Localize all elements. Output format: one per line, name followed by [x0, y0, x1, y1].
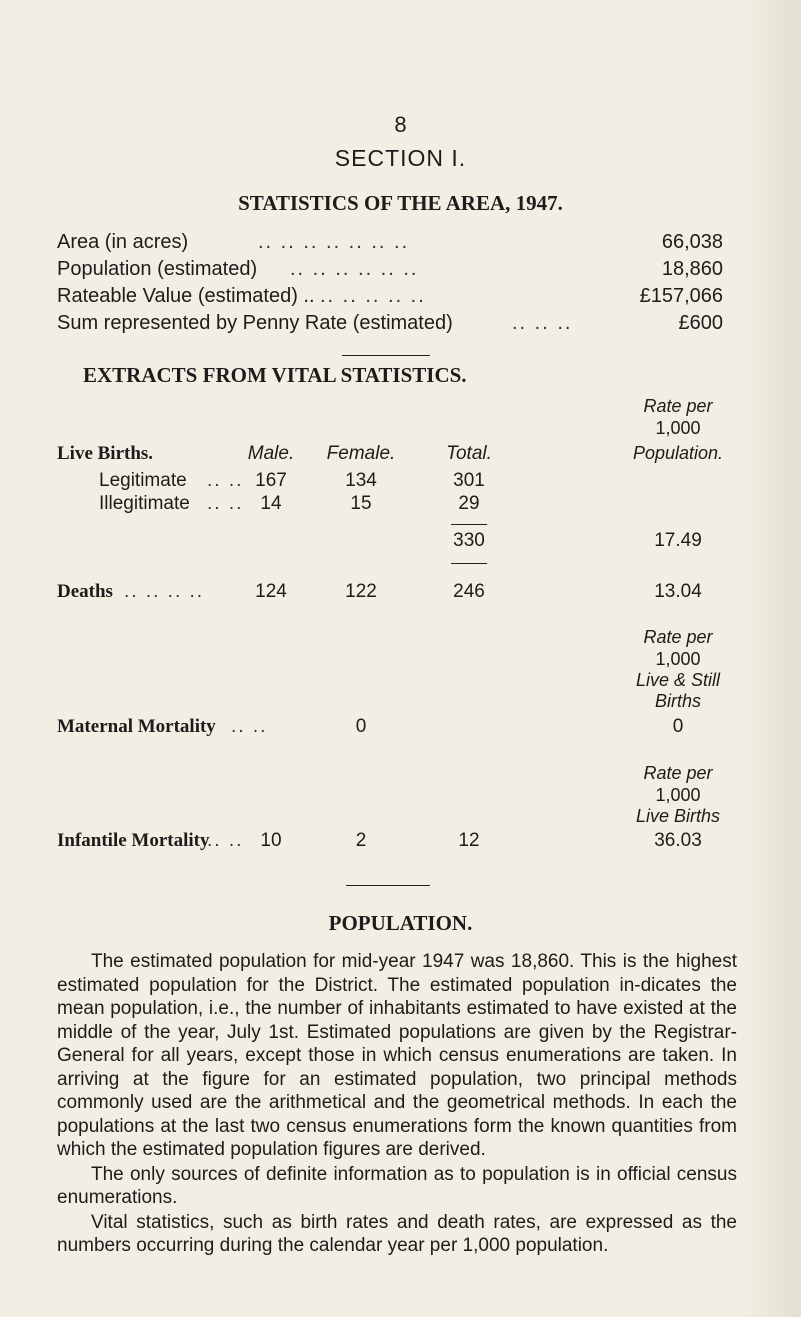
female-header: Female. — [326, 443, 396, 464]
infantile-male: 10 — [260, 830, 282, 851]
population-dots: .. .. .. .. .. .. — [290, 258, 419, 280]
rate-header-line3: Population. — [632, 443, 724, 463]
illegitimate-dots: .. .. — [207, 493, 244, 514]
maternal-rate: 0 — [672, 716, 684, 737]
illegitimate-total: 29 — [458, 493, 480, 514]
maternal-rate-line2: 1,000 — [655, 649, 701, 669]
infantile-rate: 36.03 — [654, 830, 702, 851]
infantile-female: 2 — [355, 830, 367, 851]
total-header: Total. — [446, 443, 492, 464]
penny-rate-dots: .. .. .. — [512, 312, 573, 334]
live-births-rate: 17.49 — [654, 530, 702, 551]
legitimate-label: Legitimate — [99, 470, 187, 491]
male-header: Male. — [247, 443, 295, 464]
maternal-dots: .. .. — [231, 716, 268, 737]
sum-rule — [451, 524, 487, 525]
extracts-title: EXTRACTS FROM VITAL STATISTICS. — [83, 363, 467, 387]
maternal-rate-line1: Rate per — [643, 627, 713, 647]
section-title: SECTION I. — [334, 145, 467, 171]
infantile-dots: .. .. — [207, 830, 244, 851]
legitimate-male: 167 — [255, 470, 287, 491]
infantile-total: 12 — [458, 830, 480, 851]
deaths-dots: .. .. .. .. — [124, 581, 205, 602]
divider — [342, 355, 430, 356]
maternal-rate-line4: Births — [654, 691, 701, 711]
penny-rate-value: £600 — [678, 312, 723, 334]
population-text — [57, 950, 737, 1259]
deaths-female: 122 — [345, 581, 377, 602]
rateable-dots: .. .. .. .. .. — [320, 285, 426, 307]
population-label: Population (estimated) — [57, 258, 258, 280]
legitimate-dots: .. .. — [207, 470, 244, 491]
area-dots: .. .. .. .. .. .. .. — [258, 231, 410, 253]
maternal-female: 0 — [355, 716, 367, 737]
deaths-total: 246 — [453, 581, 485, 602]
illegitimate-label: Illegitimate — [99, 493, 190, 514]
area-label: Area (in acres) — [57, 231, 189, 253]
population-title: POPULATION. — [328, 911, 473, 935]
live-births-total: 330 — [453, 530, 485, 551]
rate-header-line1: Rate per — [643, 396, 713, 416]
paragraph-1: The estimated population for mid-year 1947 was 18,860. This is the highest estimated population for the District. The estimated population in-dicates the mean population, i.e., the number of inhabitants estimated to have existed at the middle of the year, July 1st. Estimated populations are given by the Registrar-General for all years, except those in which census enumerations are taken. In arriving at the figure for an estimated population, two principal methods commonly used are the arithmetical and the geometrical methods. In each the populations at the last two census enumerations form the known quantities from which the estimated population figures are derived. — [57, 951, 737, 1160]
infantile-rate-line2: 1,000 — [655, 785, 701, 805]
infantile-label: Infantile Mortality — [57, 830, 210, 851]
paragraph-3: Vital statistics, such as birth rates and death rates, are expressed as the numbers occurring during the calendar year per 1,000 population. — [57, 1211, 737, 1256]
deaths-rate: 13.04 — [654, 581, 702, 602]
area-value: 66,038 — [661, 231, 723, 253]
population-value: 18,860 — [661, 258, 723, 280]
legitimate-total: 301 — [453, 470, 485, 491]
deaths-male: 124 — [255, 581, 287, 602]
illegitimate-female: 15 — [350, 493, 372, 514]
infantile-rate-line3: Live Births — [635, 806, 721, 826]
penny-rate-label: Sum represented by Penny Rate (estimated) — [57, 312, 453, 334]
statistics-title: STATISTICS OF THE AREA, 1947. — [238, 191, 563, 215]
paragraph-2: The only sources of definite information as to population is in official census enumerations. — [57, 1163, 737, 1208]
illegitimate-male: 14 — [260, 493, 282, 514]
rateable-label: Rateable Value (estimated) .. — [57, 285, 315, 307]
page-number: 8 — [394, 112, 407, 137]
rate-header-line2: 1,000 — [655, 418, 701, 438]
rateable-value: £157,066 — [639, 285, 723, 307]
sum-rule-lower — [451, 563, 487, 564]
infantile-rate-line1: Rate per — [643, 763, 713, 783]
deaths-label: Deaths — [57, 581, 113, 602]
divider-lower — [346, 885, 430, 886]
maternal-label: Maternal Mortality — [57, 716, 216, 737]
maternal-rate-line3: Live & Still — [635, 670, 721, 690]
live-births-label: Live Births. — [57, 443, 154, 464]
legitimate-female: 134 — [345, 470, 377, 491]
